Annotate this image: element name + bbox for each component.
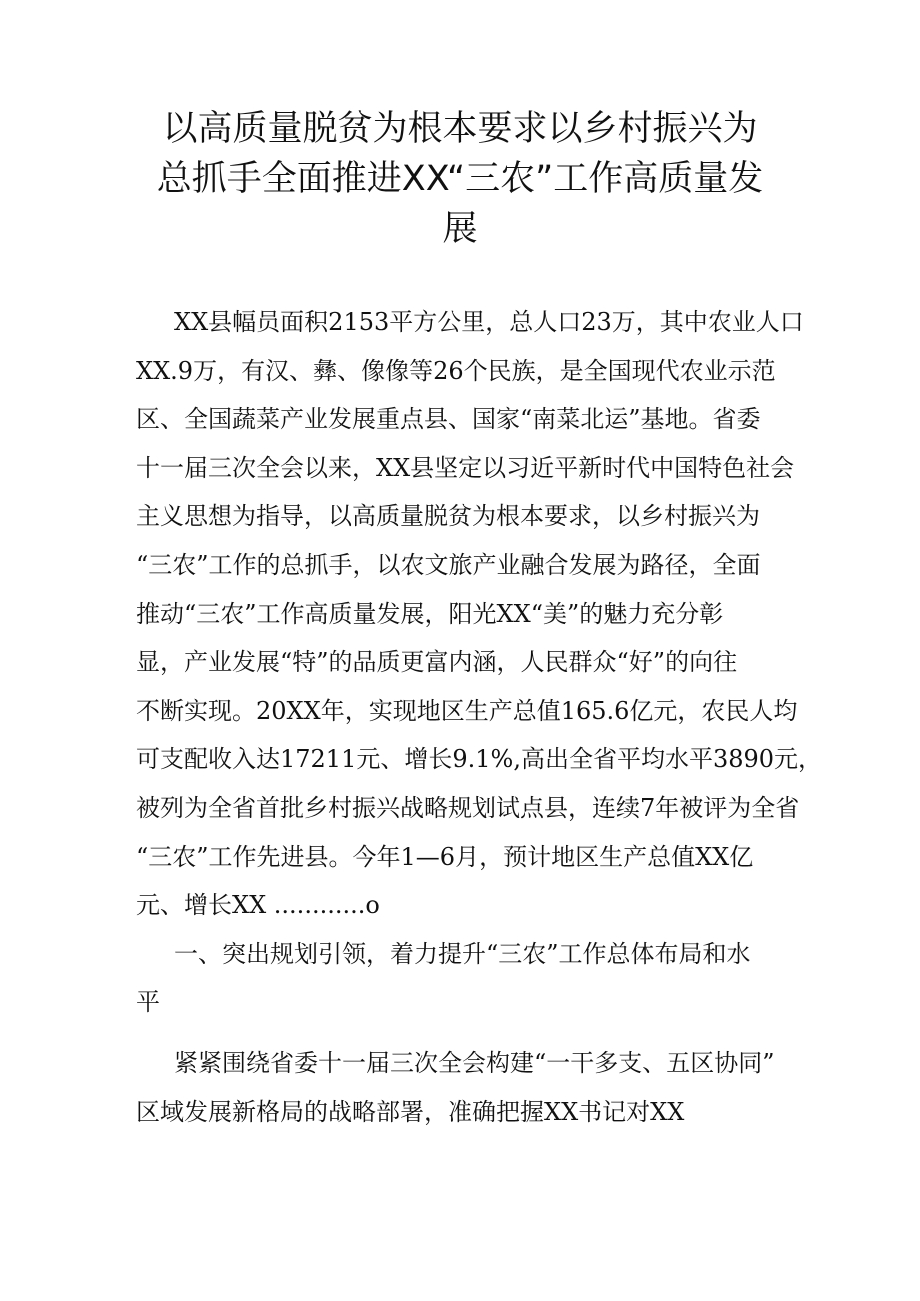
- heading-line: 一、突出规划引领，着力提升“三农”工作总体布局和水: [174, 939, 751, 968]
- paragraph-line: 可支配收入达17211元、增长9.1%,高出全省平均水平3890元，: [136, 745, 823, 774]
- paragraph-line: “三农”工作先进县。今年1—6月，预计地区生产总值XX亿: [136, 842, 754, 871]
- paragraph-intro: [136, 298, 823, 930]
- document-title: [120, 104, 800, 254]
- paragraph-line: 被列为全省首批乡村振兴战略规划试点县，连续7年被评为全省: [136, 793, 800, 822]
- title-line: 以高质量脱贫为根本要求以乡村振兴为: [162, 109, 758, 149]
- paragraph-line: 区域发展新格局的战略部署，准确把握XX书记对XX: [136, 1097, 685, 1126]
- paragraph-line: 元、增长XX ............o: [136, 891, 380, 920]
- paragraph-section-1: [136, 1039, 786, 1136]
- paragraph-spacer: [136, 1027, 786, 1039]
- paragraph-line: “三农”工作的总抓手，以农文旅产业融合发展为路径，全面: [136, 550, 761, 579]
- paragraph-line: 十一届三次全会以来，XX县坚定以习近平新时代中国特色社会: [136, 453, 795, 482]
- heading-line: 平: [136, 988, 160, 1017]
- title-line: 展: [442, 209, 478, 249]
- section-heading-1: [136, 930, 786, 1027]
- paragraph-line: 紧紧围绕省委十一届三次全会构建“一干多支、五区协同”: [174, 1048, 775, 1077]
- title-line: 总抓手全面推进XX“三农”工作高质量发: [156, 159, 764, 199]
- paragraph-line: 推动“三农”工作高质量发展，阳光XX“美”的魅力充分彰: [136, 599, 724, 628]
- paragraph-line: 主义思想为指导，以高质量脱贫为根本要求，以乡村振兴为: [136, 502, 760, 531]
- paragraph-line: XX.9万，有汉、彝、像像等26个民族，是全国现代农业示范: [136, 356, 776, 385]
- paragraph-line: 不断实现。20XX年，实现地区生产总值165.6亿元，农民人均: [136, 696, 798, 725]
- document-body: [136, 298, 823, 1136]
- paragraph-line: 显，产业发展“特”的品质更富内涵，人民群众“好”的向往: [136, 648, 738, 677]
- paragraph-line: XX县幅员面积2153平方公里，总人口23万，其中农业人口: [174, 308, 804, 336]
- paragraph-line: 区、全国蔬菜产业发展重点县、国家“南菜北运”基地。省委: [136, 405, 761, 434]
